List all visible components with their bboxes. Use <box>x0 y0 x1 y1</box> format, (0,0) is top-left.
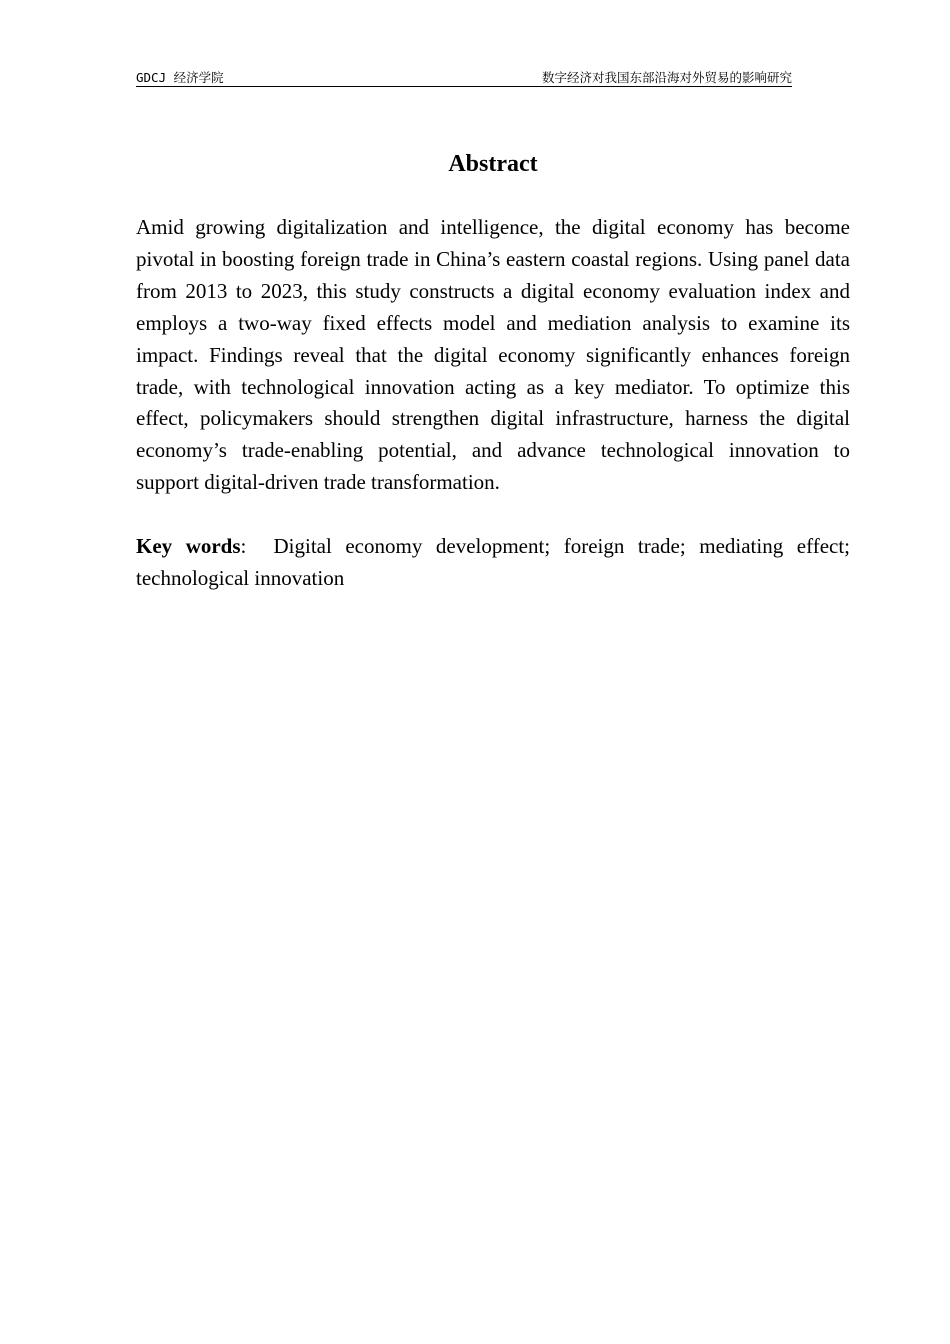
abstract-body: Amid growing digitalization and intelligence, the digital economy has become pivotal in boosting foreign trade in China’s eastern coastal regions. Using panel data from 2013 to 2023, this study constructs a digital economy evaluation index and employs a two-way fixed effects model and mediation analysis to examine its impact. Findings reveal that the digital economy significantly enhances foreign trade, with technological innovation acting as a key mediator. To optimize this effect, policymakers should strengthen digital infrastructure, harness the digital economy’s trade-enabling potential, and advance technological innovation to support digital-driven trade transformation. <box>136 215 850 495</box>
keywords-label: Key words <box>136 534 241 558</box>
keywords-paragraph <box>136 531 850 595</box>
header-thesis-title: 数字经济对我国东部沿海对外贸易的影响研究 <box>541 70 792 85</box>
header-institution: GDCJ 经济学院 <box>136 70 224 85</box>
abstract-title: Abstract <box>448 151 538 177</box>
running-header <box>136 70 792 87</box>
keywords-separator: : <box>240 534 247 558</box>
keywords-text: Digital economy development; foreign trade; mediating effect; technological innovation <box>136 534 851 590</box>
